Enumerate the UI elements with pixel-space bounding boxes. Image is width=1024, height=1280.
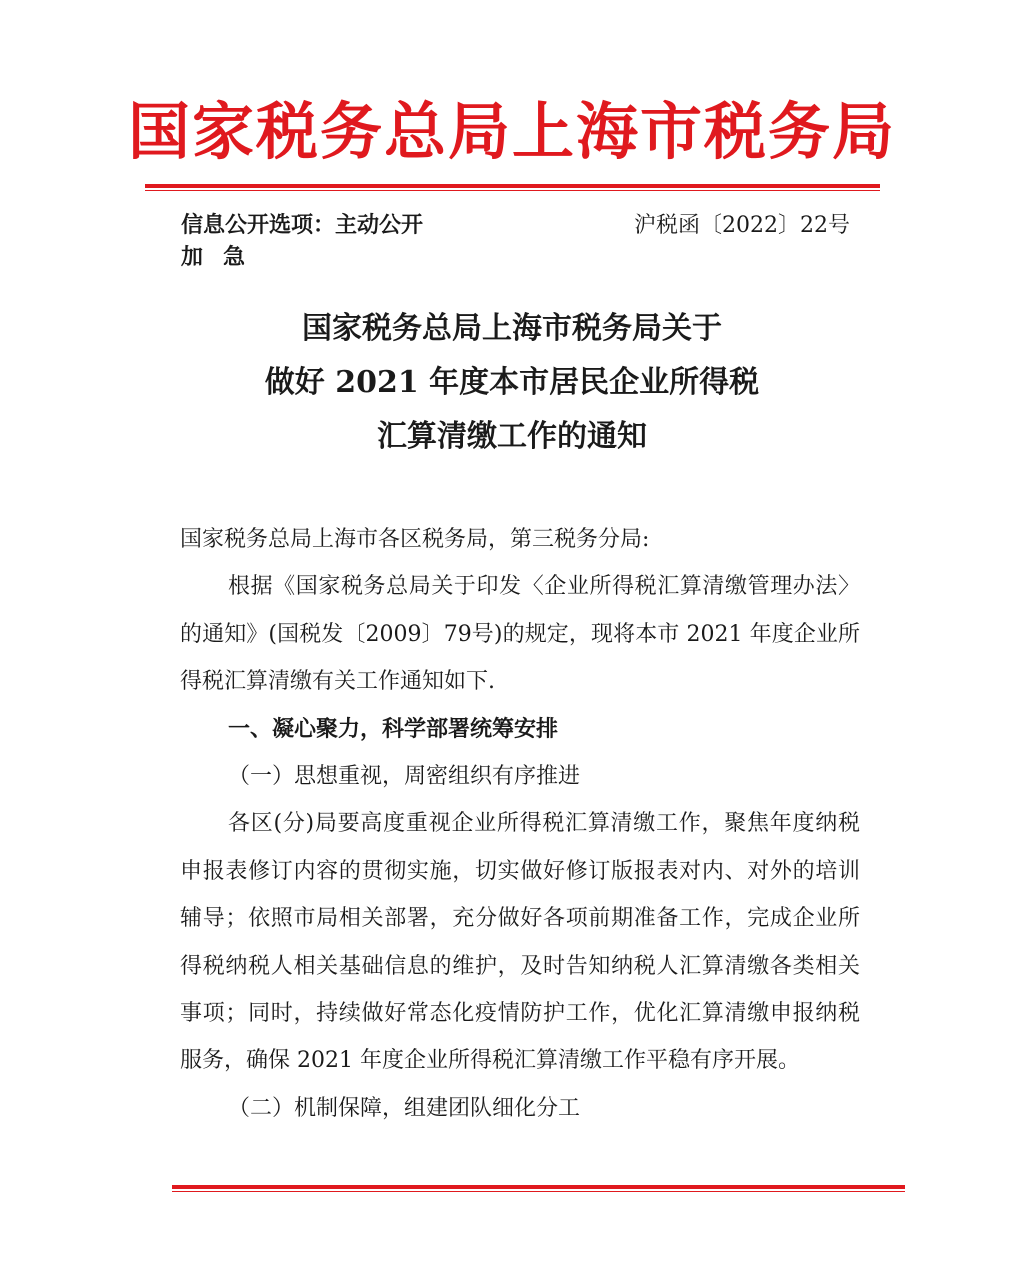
title-line-3: 汇算清缴工作的通知 — [377, 419, 647, 454]
header-rule-thick — [145, 184, 880, 188]
document-body — [180, 516, 860, 1132]
urgency-label: 加急 — [181, 245, 266, 270]
title-line-2: 做好 2021 年度本市居民企业所得税 — [264, 365, 760, 400]
header-rule-thin — [145, 190, 880, 191]
intro-paragraph: 根据《国家税务总局关于印发〈企业所得税汇算清缴管理办法〉的通知》(国税发〔2009〕79号)的规定，现将本市 2021 年度企业所得税汇算清缴有关工作通知如下. — [180, 574, 860, 695]
title-line-1: 国家税务总局上海市税务局关于 — [302, 311, 722, 346]
subsection-2-heading: （二）机制保障，组建团队细化分工 — [228, 1095, 581, 1121]
issuing-authority: 国家税务总局上海市税务局 — [127, 95, 896, 168]
section-1-heading: 一、凝心聚力，科学部署统筹安排 — [228, 716, 559, 742]
disclosure-option: 信息公开选项：主动公开 — [181, 213, 424, 238]
subsection-1-heading: （一）思想重视，周密组织有序推进 — [228, 764, 581, 790]
document-number: 沪税函〔2022〕22号 — [634, 213, 850, 238]
document-title — [0, 302, 1024, 464]
salutation: 国家税务总局上海市各区税务局，第三税务分局: — [180, 527, 650, 552]
footer-rule-thin — [172, 1191, 905, 1192]
footer-rule-thick — [172, 1185, 905, 1189]
subsection-1-paragraph: 各区(分)局要高度重视企业所得税汇算清缴工作，聚焦年度纳税申报表修订内容的贯彻实施，切实做好修订版报表对内、对外的培训辅导；依照市局相关部署，充分做好各项前期准备工作，完成企业所得税纳税人相关基础信息的维护，及时告知纳税人汇算清缴各类相关事项；同时，持续做好常态化疫情防护工作，优化汇算清缴申报纳税服务，确保 2021 年度企业所得税汇算清缴工作平稳有序开展。 — [180, 811, 860, 1074]
